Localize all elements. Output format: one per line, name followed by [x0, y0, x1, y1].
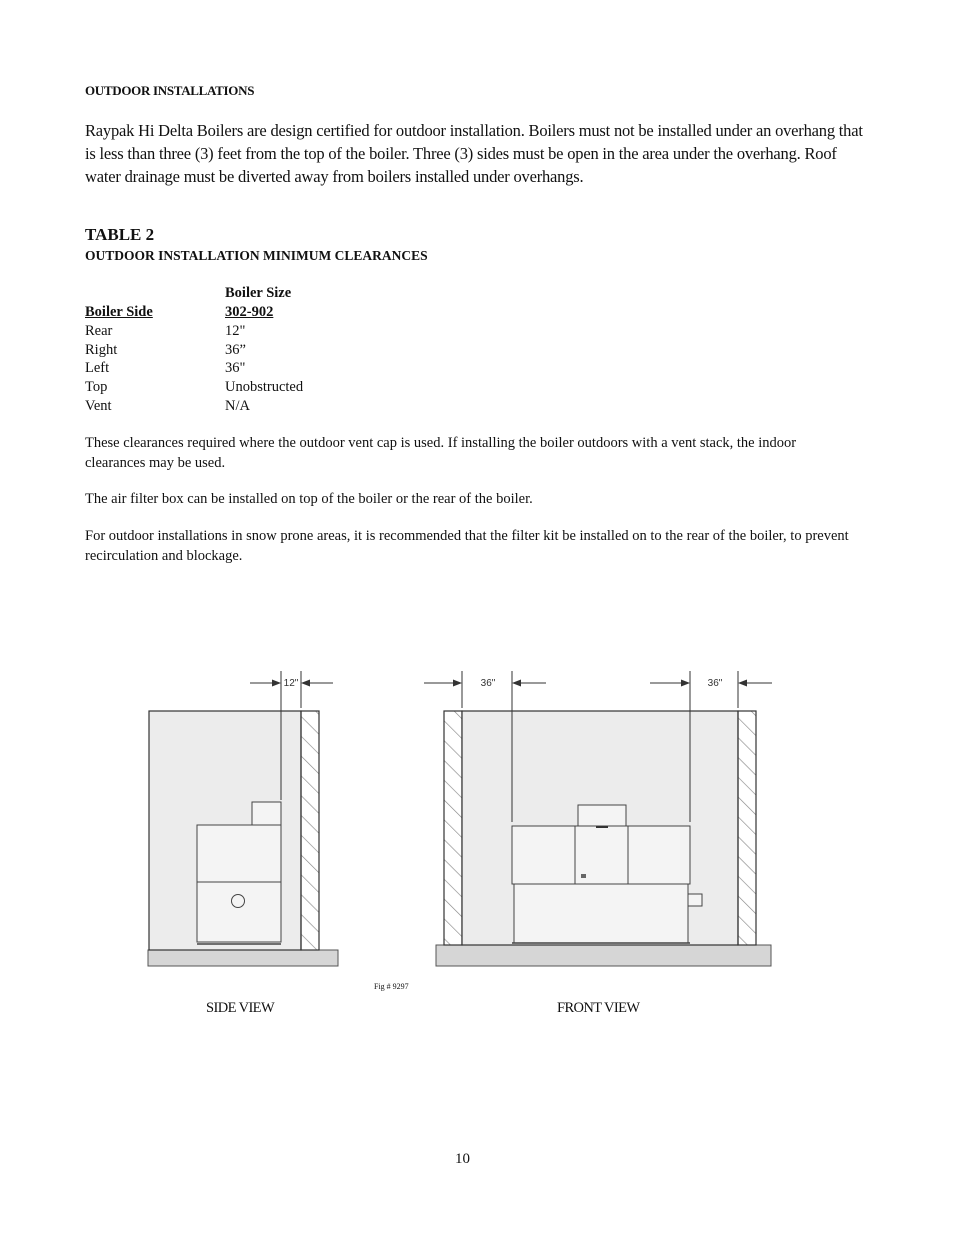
boiler-lower-cabinet	[514, 884, 688, 943]
front-view-drawing	[424, 671, 772, 966]
left-wall	[444, 711, 462, 945]
clearance-cell: 36"	[225, 360, 246, 377]
boiler-upper-cabinet	[197, 825, 281, 882]
side-cell: Vent	[85, 397, 112, 414]
intro-paragraph: Raypak Hi Delta Boilers are design certified for outdoor installation. Boilers must not be installed under an overhang that is less than three (3) feet from the top of the boiler. Three (3) sides must be open in the area under the overhang. Roof water drainage must be diverted away from boilers installed under overhangs.	[85, 121, 863, 186]
filter-box	[252, 802, 281, 826]
clearance-cell: N/A	[225, 397, 250, 414]
boiler-side-header: Boiler Side	[85, 304, 153, 320]
size-range-header: 302-902	[225, 304, 274, 320]
clearance-cell: 36”	[225, 341, 246, 358]
left-clearance-label: 36"	[480, 678, 496, 689]
side-connection	[688, 894, 702, 906]
side-cell: Right	[85, 341, 118, 358]
rear-clearance-label: 12"	[283, 678, 299, 689]
side-view-caption: SIDE VIEW	[206, 1000, 275, 1016]
note-snow-areas: For outdoor installations in snow prone areas, it is recommended that the filter kit be installed on to the rear of the boiler, to prevent recirculation and blockage.	[85, 528, 849, 564]
filter-box	[578, 805, 626, 826]
arrowhead	[681, 680, 690, 687]
arrowhead	[453, 680, 462, 687]
section-title: OUTDOOR INSTALLATIONS	[85, 83, 255, 98]
page-number: 10	[455, 1151, 470, 1167]
figure-number: Fig # 9297	[374, 982, 409, 991]
arrowhead	[738, 680, 747, 687]
ground-slab	[436, 945, 771, 966]
side-cell: Top	[85, 379, 108, 396]
indicator-icon	[581, 874, 586, 878]
right-wall	[738, 711, 756, 945]
clearance-cell: 12"	[225, 323, 246, 339]
ground-slab	[148, 950, 338, 966]
arrowhead	[272, 680, 281, 687]
arrowhead	[301, 680, 310, 687]
boiler-size-header: Boiler Size	[225, 285, 292, 301]
rear-wall	[301, 711, 319, 950]
clearance-cell: Unobstructed	[225, 379, 304, 396]
note-vent-cap: These clearances required where the outdoor vent cap is used. If installing the boiler outdoors with a vent stack, the indoor clearances may be used.	[85, 435, 797, 471]
side-cell: Rear	[85, 323, 113, 339]
table-label: TABLE 2	[85, 225, 155, 244]
arrowhead	[512, 680, 521, 687]
side-cell: Left	[85, 360, 110, 377]
right-clearance-label: 36"	[707, 678, 723, 689]
note-filter-box: The air filter box can be installed on top of the boiler or the rear of the boiler.	[85, 491, 533, 507]
table-subtitle: OUTDOOR INSTALLATION MINIMUM CLEARANCES	[85, 248, 428, 263]
front-view-caption: FRONT VIEW	[557, 1000, 640, 1016]
side-view-drawing	[148, 671, 338, 966]
boiler-lower-cabinet	[197, 882, 281, 942]
